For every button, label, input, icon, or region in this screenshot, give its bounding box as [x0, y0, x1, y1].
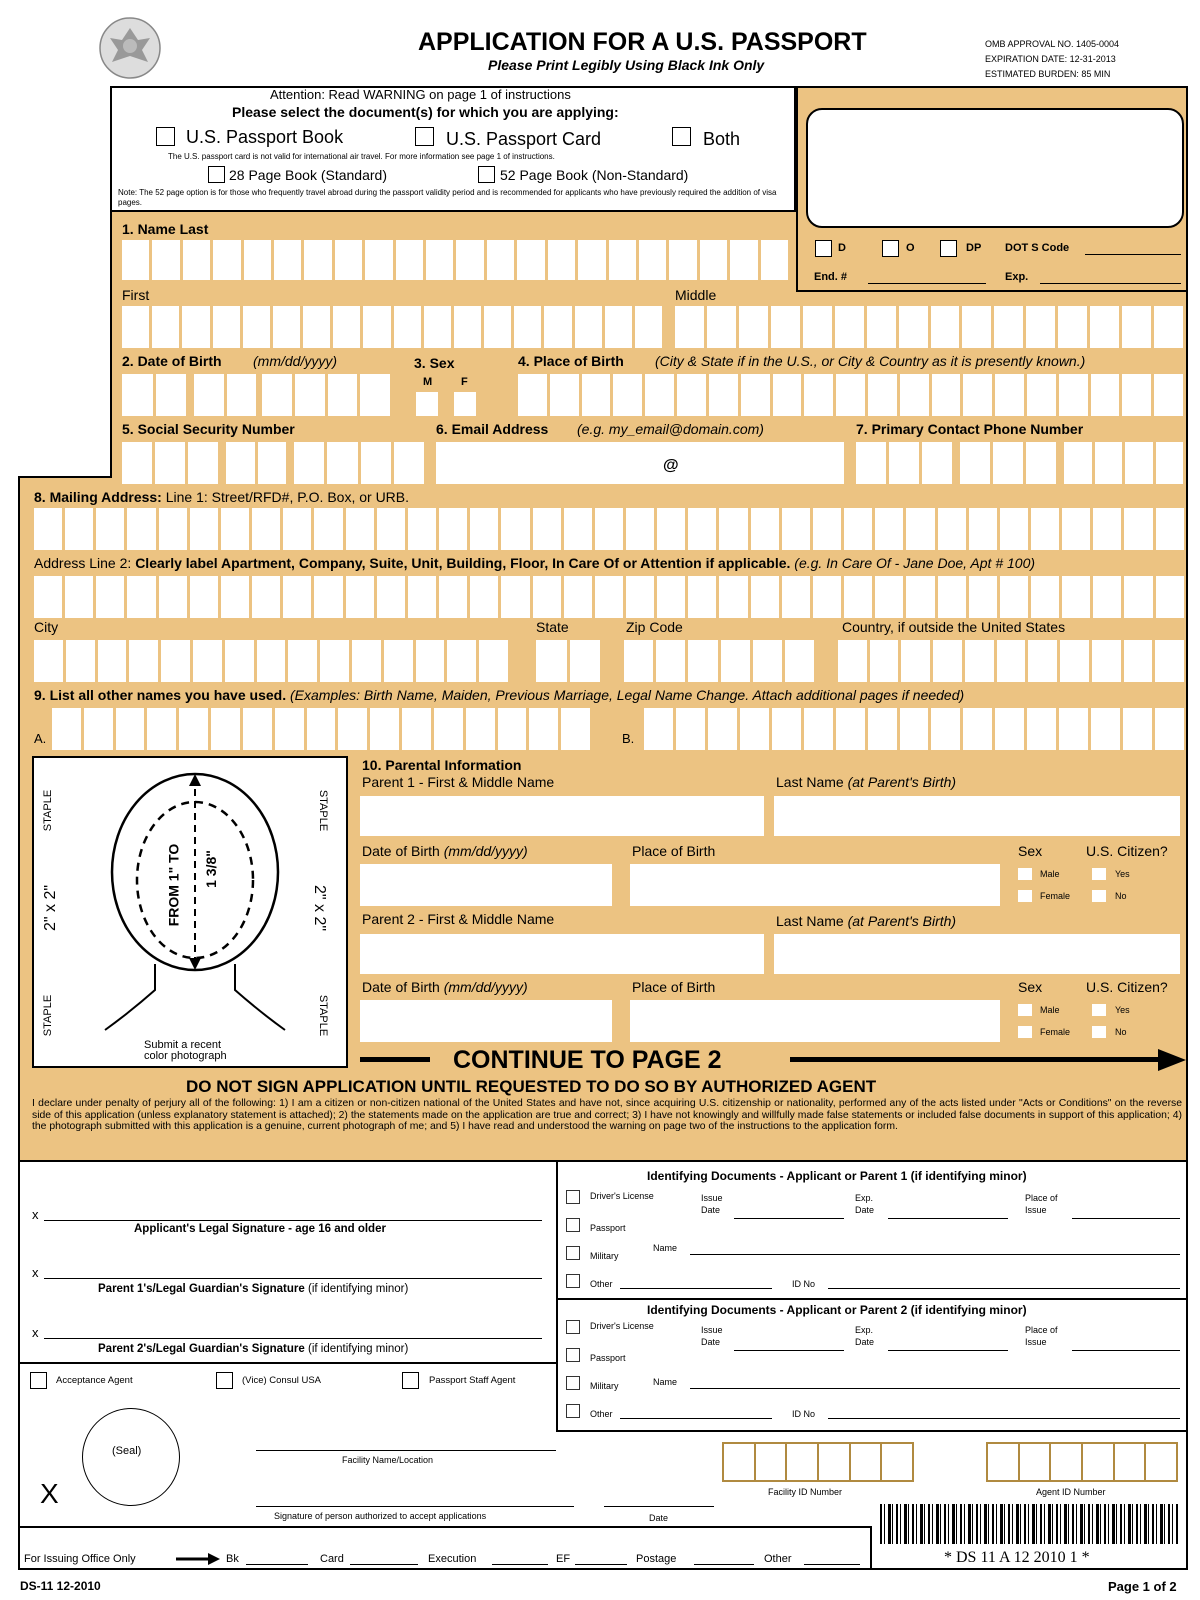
attention-note: Attention: Read WARNING on page 1 of instructions — [270, 87, 571, 102]
seal-circle — [82, 1408, 180, 1506]
sex-m-box[interactable] — [416, 392, 438, 416]
parent1-female-box[interactable] — [1018, 890, 1032, 902]
id2-license-label: Driver's License — [590, 1321, 654, 1331]
middle-name-label: Middle — [675, 287, 717, 303]
photo-submit-line2: color photograph — [144, 1050, 227, 1062]
country-boxes[interactable] — [838, 640, 1184, 682]
id1-issue-date-label: Date — [701, 1205, 721, 1215]
bk-label: Bk — [226, 1553, 239, 1565]
estimated-burden: ESTIMATED BURDEN: 85 MIN — [985, 69, 1111, 79]
zip-boxes[interactable] — [624, 640, 814, 682]
parent1-last-field[interactable] — [774, 796, 1180, 836]
id2-place-issue-label: Issue — [1025, 1337, 1047, 1347]
id-docs2-title: Identifying Documents - Applicant or Parent 2 (if identifying minor) — [647, 1303, 1027, 1317]
id2-other-label: Other — [590, 1409, 613, 1419]
city-label: City — [34, 619, 59, 635]
id1-other-line[interactable] — [620, 1288, 772, 1289]
country-label: Country, if outside the United States — [842, 619, 1066, 635]
parent2-male-label: Male — [1040, 1005, 1060, 1015]
id2-idno-line[interactable] — [828, 1418, 1180, 1419]
city-boxes[interactable] — [34, 640, 508, 682]
signature-x-mark: X — [40, 1478, 59, 1509]
passport-book-checkbox[interactable] — [156, 127, 175, 146]
parent2-name-field[interactable] — [360, 934, 764, 974]
parent2-female-label: Female — [1040, 1027, 1071, 1037]
parent1-male-label: Male — [1040, 869, 1060, 879]
applicant-signature-line[interactable] — [44, 1220, 542, 1221]
id2-other-line[interactable] — [620, 1418, 772, 1419]
id2-military-checkbox[interactable] — [566, 1376, 580, 1390]
office-d-label: D — [838, 242, 846, 254]
staple-bottom-right: STAPLE — [317, 994, 330, 1037]
id2-issue-date-label: Date — [701, 1337, 721, 1347]
phone-prefix-boxes[interactable] — [960, 442, 1056, 484]
office-exp-line[interactable] — [1040, 283, 1181, 284]
id1-military-label: Military — [590, 1251, 619, 1261]
first-name-label: First — [122, 287, 150, 303]
staff-agent-label: Passport Staff Agent — [429, 1375, 516, 1386]
passport-card-label: U.S. Passport Card — [446, 129, 602, 149]
photo-max-label: 1 3/8" — [202, 850, 219, 888]
id1-place-line[interactable] — [1072, 1218, 1180, 1219]
id1-name-line[interactable] — [690, 1254, 1180, 1255]
staple-bottom-left: STAPLE — [42, 994, 55, 1037]
id2-license-checkbox[interactable] — [566, 1320, 580, 1334]
parent1-male-box[interactable] — [1018, 868, 1032, 880]
execution-label: Execution — [428, 1553, 477, 1565]
book52-label: 52 Page Book (Non-Standard) — [500, 167, 689, 183]
pob-hint: (City & State if in the U.S., or City & Country as it is presently known.) — [655, 353, 1086, 369]
phone-label: 7. Primary Contact Phone Number — [856, 421, 1084, 437]
parent2-last-field[interactable] — [774, 934, 1180, 974]
continue-arrow-icon — [790, 1057, 1162, 1062]
facility-id-label: Facility ID Number — [768, 1487, 843, 1497]
id1-idno-label: ID No — [792, 1279, 816, 1289]
agent-signature-label: Signature of person authorized to accept applications — [274, 1511, 487, 1521]
id1-place-label: Place of — [1025, 1193, 1058, 1203]
other-name-b-label: B. — [622, 731, 635, 746]
staff-agent-checkbox[interactable] — [402, 1372, 419, 1389]
acceptance-agent-checkbox[interactable] — [30, 1372, 47, 1389]
ssn-group-boxes[interactable] — [226, 442, 286, 484]
address-line1-boxes[interactable] — [34, 508, 1184, 550]
facility-name-line[interactable] — [256, 1450, 556, 1451]
other-line[interactable] — [804, 1564, 860, 1565]
office-d-checkbox[interactable] — [815, 240, 832, 257]
facility-id-boxes[interactable] — [722, 1442, 914, 1482]
vice-consul-checkbox[interactable] — [216, 1372, 233, 1389]
parent1-citizen-label: U.S. Citizen? — [1086, 843, 1168, 859]
barcode-text: * DS 11 A 12 2010 1 * — [944, 1549, 1090, 1566]
office-dp-checkbox[interactable] — [940, 240, 957, 257]
dob-format: (mm/dd/yyyy) — [253, 353, 337, 369]
passport-book-label: U.S. Passport Book — [186, 127, 344, 147]
dots-code-label: DOT S Code — [1005, 242, 1070, 254]
id1-passport-checkbox[interactable] — [566, 1218, 580, 1232]
parent2-yes-label: Yes — [1115, 1005, 1130, 1015]
parent1-yes-box[interactable] — [1092, 868, 1106, 880]
book28-label: 28 Page Book (Standard) — [229, 167, 387, 183]
parent2-signature-label: Parent 2's/Legal Guardian's Signature (if identifying minor) — [98, 1343, 409, 1355]
parent1-signature-line[interactable] — [44, 1278, 542, 1279]
id1-other-label: Other — [590, 1279, 613, 1289]
id1-exp-date-label: Date — [855, 1205, 875, 1215]
parent2-pob-field[interactable] — [630, 1000, 1000, 1042]
mailing-address-label: 8. Mailing Address: Line 1: Street/RFD#, P.O. Box, or URB. — [34, 489, 410, 505]
id2-name-line[interactable] — [690, 1388, 1180, 1389]
id1-passport-label: Passport — [590, 1223, 626, 1233]
id1-military-checkbox[interactable] — [566, 1246, 580, 1260]
sex-f-box[interactable] — [454, 392, 476, 416]
id1-issue-line[interactable] — [734, 1218, 844, 1219]
sex-f-label: F — [461, 376, 468, 388]
office-photo-area — [806, 108, 1184, 228]
facility-name-label: Facility Name/Location — [342, 1455, 434, 1465]
acceptance-agent-label: Acceptance Agent — [56, 1375, 133, 1386]
photo-size-left: 2" x 2" — [42, 884, 60, 932]
middle-name-boxes[interactable] — [675, 306, 1183, 348]
id2-place-label: Place of — [1025, 1325, 1058, 1335]
id2-passport-label: Passport — [590, 1353, 626, 1363]
card-note: The U.S. passport card is not valid for international air travel. For more information see page 1 of instructions. — [168, 152, 555, 161]
address-line2-label: Address Line 2: Clearly label Apartment, Company, Suite, Unit, Building, Floor, In Care Of or Attention if applicable. (e.g. In Care Of - Jane Doe, Apt # 100) — [34, 555, 1036, 571]
bk-line[interactable] — [246, 1564, 308, 1565]
parent1-yes-label: Yes — [1115, 869, 1130, 879]
parent1-pob-field[interactable] — [630, 864, 1000, 906]
parent2-dob-field[interactable] — [360, 1000, 612, 1042]
email-label: 6. Email Address — [436, 421, 549, 437]
ssn-serial-boxes[interactable] — [294, 442, 424, 484]
pob-boxes[interactable] — [518, 374, 1183, 416]
declaration-text: I declare under penalty of perjury all of the following: 1) I am a citizen or non-citizen national of the United States and have not, since acquiring U.S. citizenship or nationality, performed any of the acts listed under "Acts or Conditions" on the reverse side of this application (unless explanatory statement is attached); 2) the statements made on the application are true and correct; 3) I have not knowingly and willfully made false statements or included false documents in support of this application; 4) the photograph submitted with this application is a genuine, current photograph of me; and 5) I have read and understood the warning on page two of the instructions to the application form. — [32, 1098, 1182, 1133]
parent2-no-label: No — [1115, 1027, 1127, 1037]
parent1-name-field[interactable] — [360, 796, 764, 836]
parent2-no-box[interactable] — [1092, 1026, 1106, 1038]
card-label: Card — [320, 1553, 344, 1565]
barcode — [880, 1504, 1178, 1544]
omb-number: OMB APPROVAL NO. 1405-0004 — [985, 39, 1120, 49]
dob-year-boxes[interactable] — [262, 374, 390, 416]
dob-month-boxes[interactable] — [122, 374, 186, 416]
other-name-b-boxes[interactable] — [644, 708, 1184, 750]
state-boxes[interactable] — [536, 640, 600, 682]
end-line[interactable] — [868, 283, 986, 284]
form-title: APPLICATION FOR A U.S. PASSPORT — [418, 28, 867, 56]
id1-license-checkbox[interactable] — [566, 1190, 580, 1204]
declaration-title: DO NOT SIGN APPLICATION UNTIL REQUESTED TO DO SO BY AUTHORIZED AGENT — [186, 1077, 877, 1096]
postage-line[interactable] — [694, 1564, 754, 1565]
seal-label: (Seal) — [112, 1445, 142, 1457]
agent-id-boxes[interactable] — [986, 1442, 1178, 1482]
other-name-a-boxes[interactable] — [52, 708, 590, 750]
parent1-last-label: Last Name (at Parent's Birth) — [776, 774, 957, 790]
book52-note: Note: The 52 page option is for those who frequently travel abroad during the passport validity period and is recommended for applicants who have previously required the addition of visa pages. — [118, 188, 777, 207]
id2-issue-line[interactable] — [734, 1350, 844, 1351]
parent1-female-label: Female — [1040, 891, 1071, 901]
staple-top-right: STAPLE — [317, 789, 330, 832]
applicant-sig-x: x — [32, 1207, 39, 1222]
execution-line[interactable] — [492, 1564, 548, 1565]
id2-military-label: Military — [590, 1381, 619, 1391]
address-line2-boxes[interactable] — [34, 576, 1184, 618]
parent2-pob-label: Place of Birth — [632, 979, 716, 995]
dots-code-line[interactable] — [1085, 254, 1181, 255]
id2-idno-label: ID No — [792, 1409, 816, 1419]
form-subtitle: Please Print Legibly Using Black Ink Only — [488, 57, 765, 73]
date-label: Date — [649, 1513, 669, 1523]
parent2-male-box[interactable] — [1018, 1004, 1032, 1016]
photo-from-label: FROM 1" TO — [165, 843, 182, 927]
state-department-seal — [98, 16, 162, 80]
parent1-no-box[interactable] — [1092, 890, 1106, 902]
parent2-sex-label: Sex — [1018, 979, 1043, 995]
id2-passport-checkbox[interactable] — [566, 1348, 580, 1362]
pob-label: 4. Place of Birth — [518, 353, 624, 369]
email-hint: (e.g. my_email@domain.com) — [577, 421, 764, 437]
id1-exp-line[interactable] — [888, 1218, 1008, 1219]
issuing-arrow-icon — [176, 1552, 220, 1566]
parent2-signature-line[interactable] — [44, 1338, 542, 1339]
agent-id-label: Agent ID Number — [1036, 1487, 1106, 1497]
form-number: DS-11 12-2010 — [20, 1579, 101, 1593]
parent1-signature-label: Parent 1's/Legal Guardian's Signature (if identifying minor) — [98, 1283, 409, 1295]
date-line[interactable] — [604, 1506, 714, 1507]
book28-checkbox[interactable] — [208, 166, 225, 183]
office-o-label: O — [906, 242, 915, 254]
email-at-sign: @ — [663, 457, 679, 474]
parent2-citizen-label: U.S. Citizen? — [1086, 979, 1168, 995]
phone-line-boxes[interactable] — [1064, 442, 1183, 484]
id2-place-line[interactable] — [1072, 1350, 1180, 1351]
id1-name-label: Name — [653, 1243, 678, 1253]
id1-place-issue-label: Issue — [1025, 1205, 1047, 1215]
name-label: 1. Name Last — [122, 221, 209, 237]
id1-issue-label: Issue — [701, 1193, 723, 1203]
ssn-area-boxes[interactable] — [122, 442, 218, 484]
end-label: End. # — [814, 271, 848, 283]
other-label: Other — [764, 1553, 792, 1565]
agent-signature-line[interactable] — [256, 1506, 574, 1507]
other-names-label: 9. List all other names you have used. (Examples: Birth Name, Maiden, Previous Marriage, Legal Name Change. Attach additional pages if needed) — [34, 687, 965, 703]
dob-day-boxes[interactable] — [194, 374, 256, 416]
zip-label: Zip Code — [626, 619, 683, 635]
email-field[interactable] — [436, 442, 844, 484]
applicant-signature-label: Applicant's Legal Signature - age 16 and older — [134, 1223, 386, 1235]
state-label: State — [536, 619, 569, 635]
parent1-dob-field[interactable] — [360, 864, 612, 906]
office-o-checkbox[interactable] — [882, 240, 899, 257]
parental-info-title: 10. Parental Information — [362, 757, 522, 773]
parent2-last-label: Last Name (at Parent's Birth) — [776, 913, 957, 929]
head-outline-icon — [100, 772, 290, 1042]
parent2-name-label: Parent 2 - First & Middle Name — [362, 911, 555, 927]
id1-exp-label: Exp. — [855, 1193, 874, 1203]
selection-prompt: Please select the document(s) for which you are applying: — [232, 104, 619, 120]
parent1-sig-x: x — [32, 1265, 39, 1280]
phone-area-boxes[interactable] — [856, 442, 952, 484]
id-docs1-title: Identifying Documents - Applicant or Parent 1 (if identifying minor) — [647, 1169, 1027, 1183]
parent1-no-label: No — [1115, 891, 1127, 901]
ef-label: EF — [556, 1553, 571, 1565]
id2-exp-date-label: Date — [855, 1337, 875, 1347]
issuing-office-label: For Issuing Office Only — [24, 1553, 136, 1565]
parent2-sig-x: x — [32, 1325, 39, 1340]
sex-m-label: M — [423, 376, 433, 388]
both-checkbox[interactable] — [672, 127, 691, 146]
id1-license-label: Driver's License — [590, 1191, 654, 1201]
id1-idno-line[interactable] — [828, 1288, 1180, 1289]
passport-card-checkbox[interactable] — [415, 127, 434, 146]
id1-other-checkbox[interactable] — [566, 1274, 580, 1288]
other-name-a-label: A. — [34, 731, 47, 746]
card-line[interactable] — [350, 1564, 418, 1565]
both-label: Both — [703, 129, 741, 149]
first-name-boxes[interactable] — [122, 306, 662, 348]
book52-checkbox[interactable] — [478, 166, 495, 183]
id2-exp-line[interactable] — [888, 1350, 1008, 1351]
vice-consul-label: (Vice) Consul USA — [242, 1375, 322, 1386]
parent2-female-box[interactable] — [1018, 1026, 1032, 1038]
last-name-boxes[interactable] — [122, 240, 788, 280]
parent2-dob-label: Date of Birth (mm/dd/yyyy) — [362, 979, 528, 995]
staple-top-left: STAPLE — [42, 789, 55, 832]
continue-line-left — [360, 1057, 430, 1062]
parent1-dob-label: Date of Birth (mm/dd/yyyy) — [362, 843, 528, 859]
dob-label: 2. Date of Birth — [122, 353, 222, 369]
ef-line[interactable] — [575, 1564, 627, 1565]
office-dp-label: DP — [966, 242, 982, 254]
id2-exp-label: Exp. — [855, 1325, 874, 1335]
id2-name-label: Name — [653, 1377, 678, 1387]
parent2-yes-box[interactable] — [1092, 1004, 1106, 1016]
id2-issue-label: Issue — [701, 1325, 723, 1335]
continue-to-page2: CONTINUE TO PAGE 2 — [453, 1046, 722, 1074]
postage-label: Postage — [636, 1553, 677, 1565]
office-exp-label: Exp. — [1005, 271, 1029, 283]
parent1-pob-label: Place of Birth — [632, 843, 716, 859]
photo-size-right: 2" x 2" — [311, 884, 329, 932]
parent1-sex-label: Sex — [1018, 843, 1043, 859]
page-number: Page 1 of 2 — [1108, 1579, 1177, 1594]
parent1-name-label: Parent 1 - First & Middle Name — [362, 774, 555, 790]
sex-label: 3. Sex — [414, 355, 455, 371]
ssn-label: 5. Social Security Number — [122, 421, 295, 437]
id2-other-checkbox[interactable] — [566, 1404, 580, 1418]
expiration-date: EXPIRATION DATE: 12-31-2013 — [985, 54, 1116, 64]
photo-submit-line1: Submit a recent — [144, 1039, 222, 1051]
